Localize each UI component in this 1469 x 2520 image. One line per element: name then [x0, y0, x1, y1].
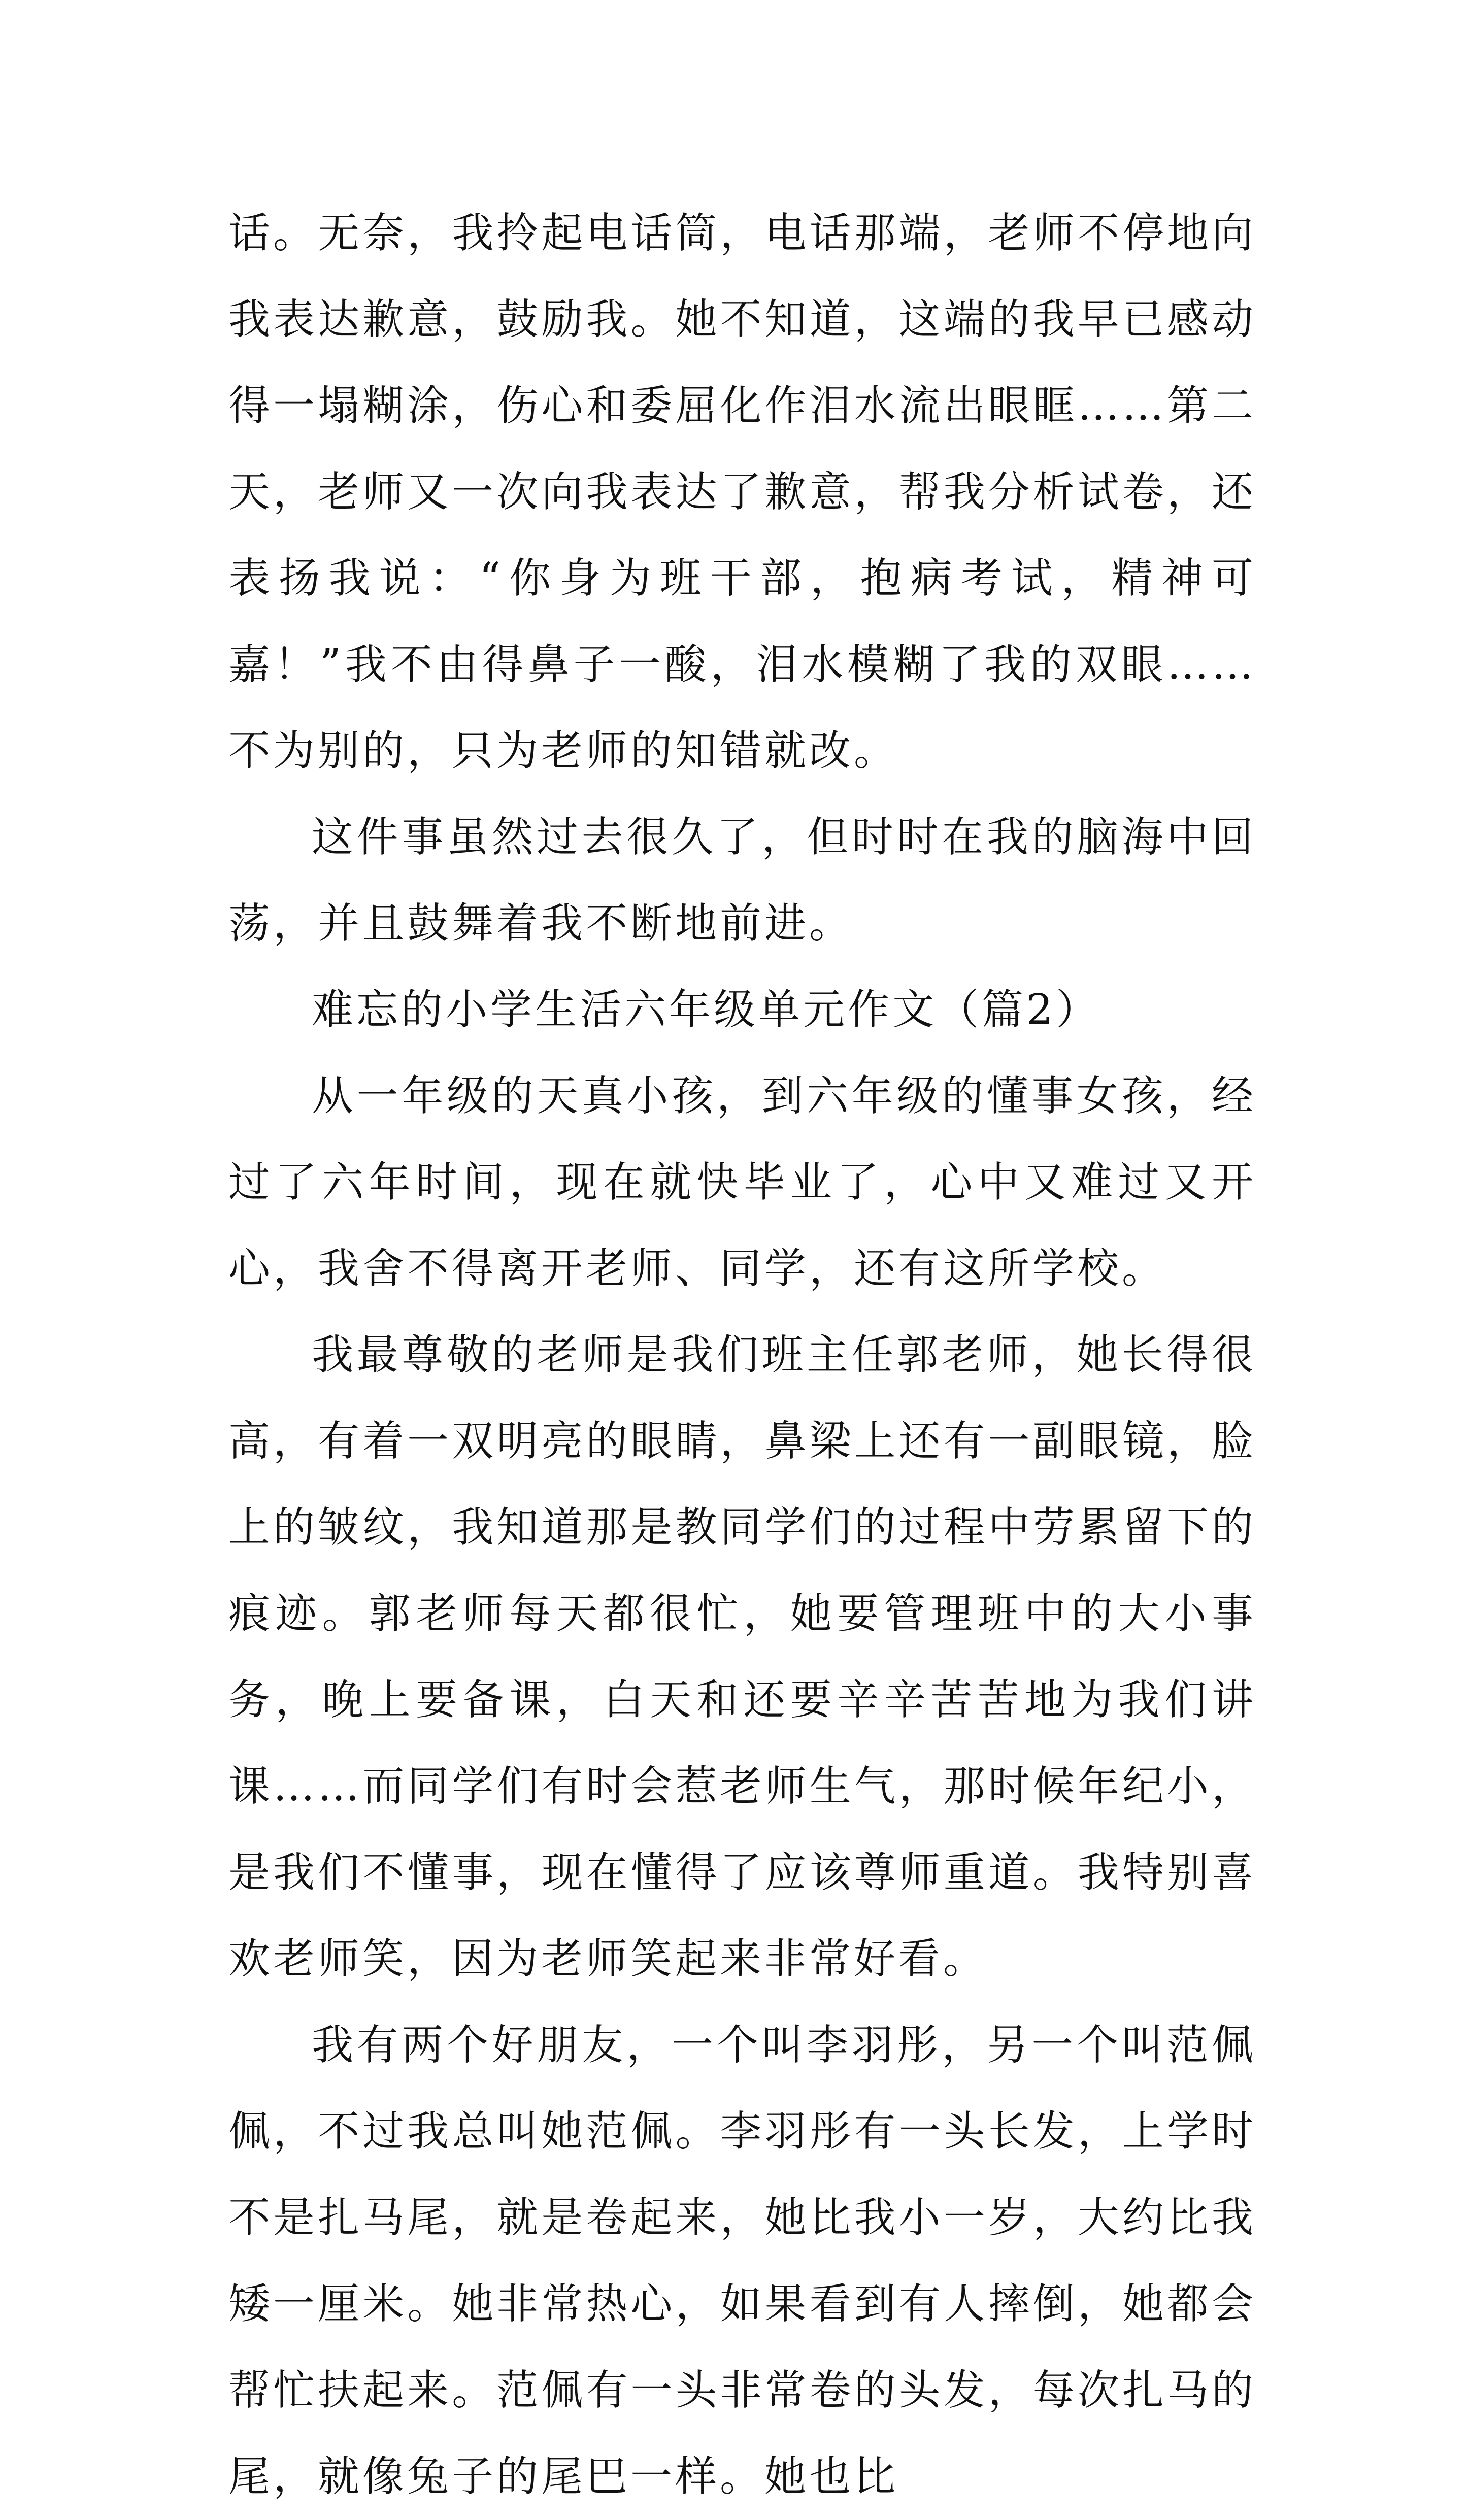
section-heading: 难忘的小学生活六年级单元作文（篇2）	[312, 986, 1101, 1034]
paragraph-conclusion: 这件事虽然过去很久了，但时时在我的脑海中回荡，并且鼓舞着我不断地前进。	[228, 813, 1256, 948]
paragraph-teacher: 我最尊敬的老师是我们班主任郭老师，她长得很高，有着一双明亮的眼睛，鼻梁上还有一副眼镜，脸上的皱纹，我知道那是教同学们的过程中劳累留下的痕迹。郭老师每天都很忙，她要管理班中的大小事务，晚上要备课，白天和还要辛辛苦苦地为我们讲课……而同学们有时会惹老师生气，那时候年纪小，是我们不懂事，现在懂得了应该尊师重道。我特别喜欢老师笑，因为老师笑起来非常好看。	[228, 1331, 1256, 1983]
paragraph-friends: 我有两个好朋友，一个叫李羽彤，另一个叫范佩佩，不过我总叫她范佩。李羽彤有一头长发，上学时不是扎马尾，就是卷起来，她比我小一岁，大约比我矮一厘米。她非常热心，如果看到有人摔倒，她都会帮忙扶起来。范佩有一头非常卷的头发，每次扎马的尾，就像兔子的尾巴一样。她也比	[228, 2021, 1256, 2501]
paragraph-continuation: 话。无奈，我拎起电话筒，电话那端，老师不停地向我表达歉意，鼓励我。她不知道，这端的我早已感动得一塌糊涂，伤心和委屈化作泪水流出眼眶……第二天，老师又一次向我表达了歉意，帮我分析试卷，还表扬我说：“你身为班干部，抱病考试，精神可嘉！”我不由得鼻子一酸，泪水模糊了我的双眼……不为别的，只为老师的知错就改。	[228, 209, 1256, 775]
paragraph-intro: 从一年级的天真小孩，到六年级的懂事女孩，经过了六年时间，现在就快毕业了，心中又难过又开心，我舍不得离开老师、同学，还有这所学校。	[228, 1072, 1256, 1293]
document-page	[228, 190, 1256, 2520]
